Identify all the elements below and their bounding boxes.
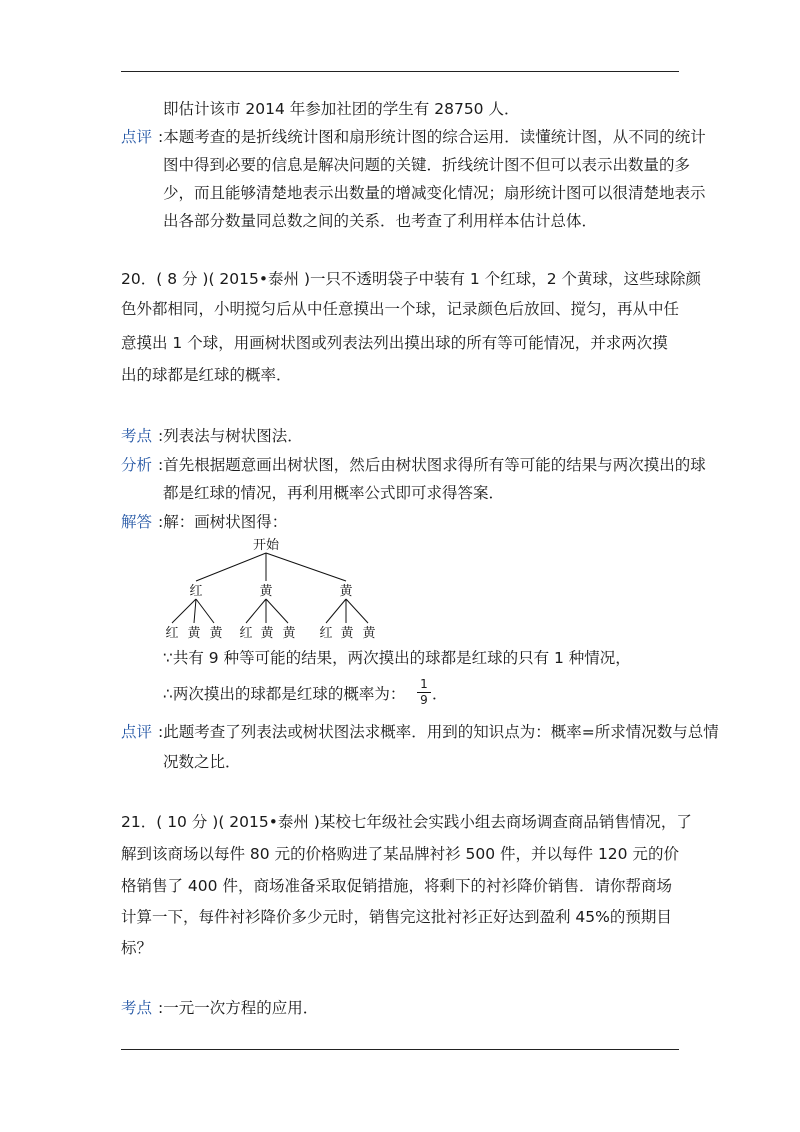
tree-diagram (160, 535, 400, 645)
q21-line: 计算一下，每件衬衫降价多少元时，销售完这批衬衫正好达到盈利 45%的预期目 (121, 908, 672, 926)
jieda-label: 解答 (121, 513, 153, 531)
fenxi-line: :首先根据题意画出树状图，然后由树状图求得所有等可能的结果与两次摸出的球 (158, 456, 706, 474)
q21-line: 解到该商场以每件 80 元的价格购进了某品牌衬衫 500 件，并以每件 120 元的价 (121, 845, 679, 863)
tree-leaf: 黄 (362, 626, 376, 641)
comment-line: :本题考查的是折线统计图和扇形统计图的综合运用．读懂统计图，从不同的统计 (158, 128, 706, 146)
tree-root: 开始 (252, 538, 280, 553)
footer-rule (121, 1049, 679, 1050)
fraction-denominator: 9 (420, 693, 428, 707)
tree-level1-node: 红 (189, 584, 203, 599)
probability-fraction (417, 678, 431, 707)
therefore-line: ∴两次摸出的球都是红球的概率为： (163, 685, 406, 703)
q20-line: 色外都相同，小明搅匀后从中任意摸出一个球，记录颜色后放回、搅匀，再从中任 (121, 300, 680, 318)
q20-line: 意摸出 1 个球，用画树状图或列表法列出摸出球的所有等可能情况，并求两次摸 (121, 334, 668, 352)
comment-line: 出各部分数量同总数之间的关系．也考查了利用样本估计总体． (163, 212, 598, 230)
kaodian-text: :列表法与树状图法． (158, 427, 303, 445)
q20-line: 出的球都是红球的概率． (121, 366, 292, 384)
prev-conclusion: 即估计该市 2014 年参加社团的学生有 28750 人． (163, 100, 520, 118)
tree-leaf: 黄 (209, 626, 223, 641)
q21-kaodian-label: 考点 (121, 999, 153, 1017)
q21-line: 21．( 10 分 )( 2015•泰州 )某校七年级社会实践小组去商场调查商品销售情况，了 (121, 813, 692, 831)
q21-line: 格销售了 400 件，商场准备采取促销措施，将剩下的衬衫降价销售．请你帮商场 (121, 877, 672, 895)
therefore-end: ． (432, 685, 448, 703)
tree-leaf: 红 (319, 626, 333, 641)
tree-leaf: 红 (239, 626, 253, 641)
tree-leaf: 黄 (340, 626, 354, 641)
kaodian-label: 考点 (121, 427, 153, 445)
jieda-text: :解：画树状图得： (158, 513, 288, 531)
q20-line: 20．( 8 分 )( 2015•泰州 )一只不透明袋子中装有 1 个红球，2 个黄球，这些球除颜 (121, 270, 702, 288)
comment-line: 图中得到必要的信息是解决问题的关键．折线统计图不但可以表示出数量的多 (163, 156, 691, 174)
pingping-label: 点评 (121, 723, 153, 741)
q21-kaodian-text: :一元一次方程的应用． (158, 999, 319, 1017)
tree-leaf: 黄 (260, 626, 274, 641)
pingping-line: 况数之比． (163, 753, 241, 771)
header-rule (121, 71, 679, 72)
tree-leaf: 黄 (187, 626, 201, 641)
fenxi-label: 分析 (121, 456, 153, 474)
comment-label: 点评 (121, 128, 153, 146)
tree-level1-node: 黄 (259, 584, 273, 599)
fenxi-line: 都是红球的情况，再利用概率公式即可求得答案． (163, 484, 505, 502)
q21-line: 标？ (121, 939, 153, 957)
tree-leaf: 红 (165, 626, 179, 641)
fraction-numerator: 1 (420, 677, 428, 691)
pingping-line: :此题考查了列表法或树状图法求概率．用到的知识点为：概率=所求情况数与总情 (158, 723, 719, 741)
tree-level1-node: 黄 (339, 584, 353, 599)
because-line: ∵共有 9 种等可能的结果，两次摸出的球都是红球的只有 1 种情况， (163, 649, 631, 667)
comment-line: 少，而且能够清楚地表示出数量的增减变化情况；扇形统计图可以很清楚地表示 (163, 184, 706, 202)
tree-leaf: 黄 (282, 626, 296, 641)
